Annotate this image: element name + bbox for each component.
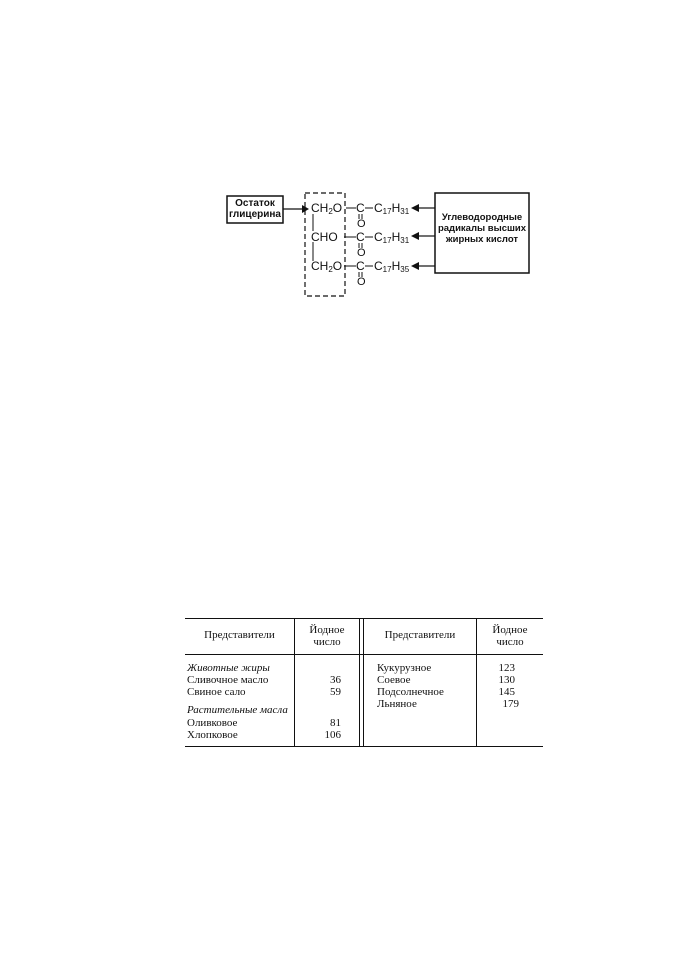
row-name-soy: Соевое	[377, 674, 411, 686]
row-value-soy: 130	[498, 674, 515, 686]
header-iodine-left-line1: Йодное	[309, 624, 345, 636]
table-top-rule	[185, 618, 543, 619]
triglyceride-diagram	[0, 0, 678, 340]
carbonyl-oxygen-3: O	[357, 276, 366, 288]
table-divider-2a	[359, 618, 360, 746]
radical-arrowhead-1	[411, 204, 419, 212]
carbonyl-oxygen-2: O	[357, 247, 366, 259]
radicals-label-line2: радикалы высших	[437, 223, 527, 234]
radicals-label-line3: жирных кислот	[445, 234, 519, 245]
row-name-olive: Оливковое	[187, 717, 238, 729]
header-representatives-left: Представители	[204, 629, 275, 641]
row-name-cottonseed: Хлопковое	[187, 729, 238, 741]
row-value-cottonseed: 106	[324, 729, 341, 741]
carbonyl-carbon-1: C	[356, 201, 365, 215]
glycerol-label	[227, 198, 283, 220]
acid-radical-3: $C_{17}H_{35}$	[374, 259, 410, 274]
table-header-rule	[185, 654, 543, 655]
table-bottom-rule	[185, 746, 543, 747]
radicals-label	[437, 212, 527, 245]
radical-arrowhead-3	[411, 262, 419, 270]
row-value-butter: 36	[330, 674, 341, 686]
header-iodine-right	[477, 624, 543, 648]
glycerol-label-line1: Остаток	[235, 198, 275, 209]
iodine-number-table	[185, 618, 543, 748]
header-iodine-left-line2: число	[313, 636, 341, 648]
group-heading-animal-fats: Животные жиры	[187, 662, 270, 674]
header-iodine-right-line2: число	[496, 636, 524, 648]
group-heading-vegetable-oils: Растительные масла	[187, 704, 288, 716]
carbonyl-carbon-2: C	[356, 230, 365, 244]
row-name-butter: Сливочное масло	[187, 674, 269, 686]
carbonyl-oxygen-1: O	[357, 218, 366, 230]
carbonyl-carbon-3: C	[356, 259, 365, 273]
radical-arrowhead-2	[411, 232, 419, 240]
acid-radical-2: $C_{17}H_{31}$	[374, 230, 410, 245]
row-name-sunflower: Подсолнечное	[377, 686, 444, 698]
row-value-linseed: 179	[502, 698, 519, 710]
row-value-lard: 59	[330, 686, 341, 698]
header-iodine-left	[295, 624, 359, 648]
acid-radical-1: $C_{17}H_{31}$	[374, 201, 410, 216]
glycerol-group-2: CHO	[311, 230, 338, 244]
row-value-olive: 81	[330, 717, 341, 729]
row-name-lard: Свиное сало	[187, 686, 246, 698]
header-iodine-right-line1: Йодное	[492, 624, 528, 636]
row-value-corn: 123	[498, 662, 515, 674]
row-name-linseed: Льняное	[377, 698, 417, 710]
row-name-corn: Кукурузное	[377, 662, 432, 674]
glycerol-group-3: $CH_2O$	[311, 259, 343, 274]
row-value-sunflower: 145	[498, 686, 515, 698]
diagram-lines	[0, 0, 678, 340]
header-representatives-right: Представители	[384, 629, 456, 641]
radicals-label-line1: Углеводородные	[441, 212, 523, 223]
glycerol-group-1: $CH_2O$	[311, 201, 343, 216]
glycerol-label-line2: глицерина	[229, 209, 281, 220]
